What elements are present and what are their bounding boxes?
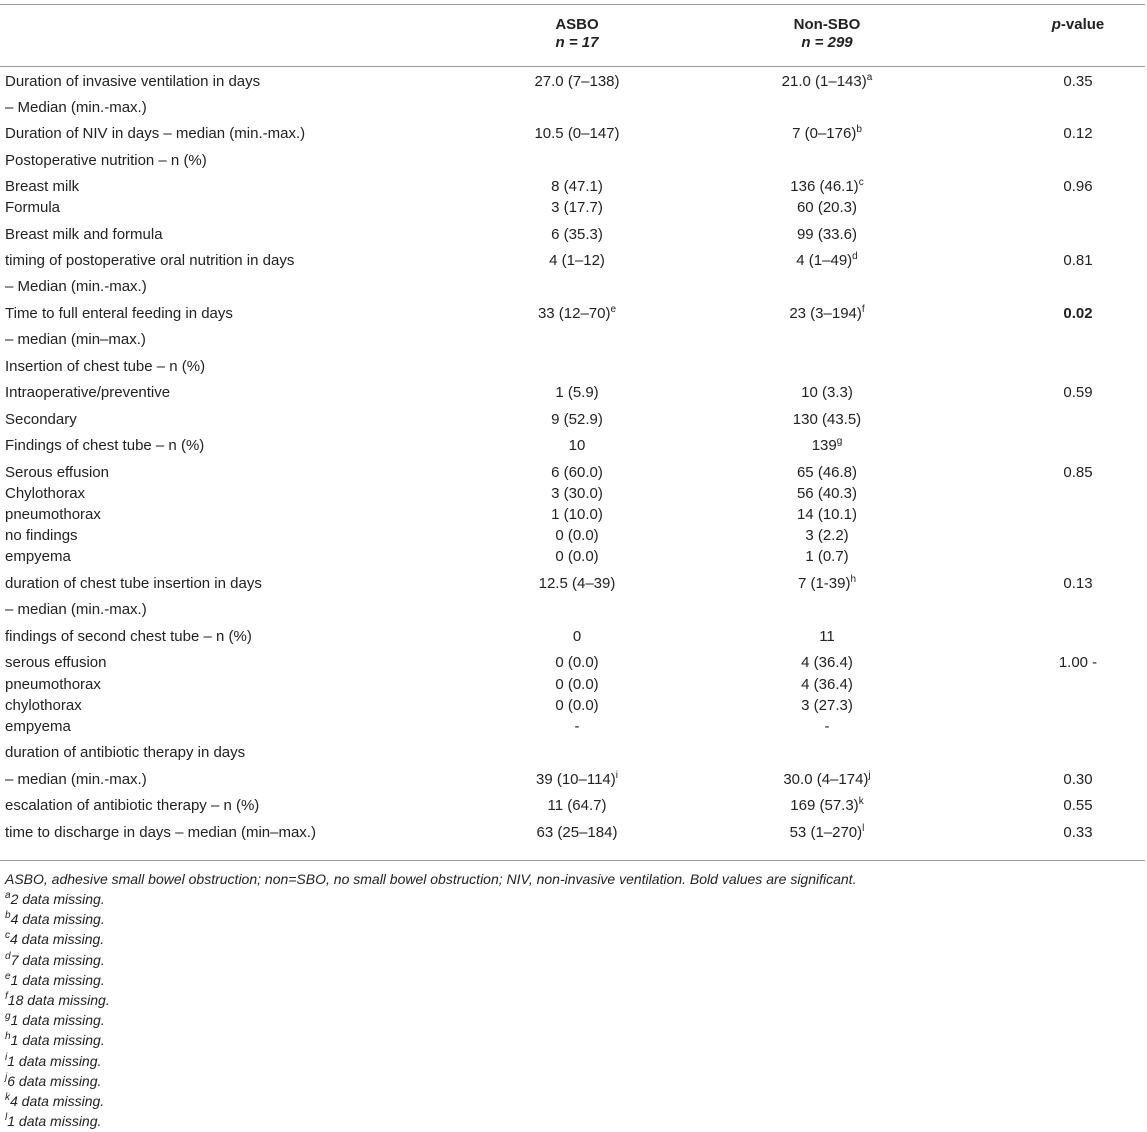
- header-nonsbo-label: Non-SBO: [793, 16, 861, 33]
- footnote-marker: i: [615, 770, 619, 781]
- row-label: no findings: [5, 527, 78, 544]
- asbo-value: 11 (64.7): [547, 797, 607, 814]
- asbo-value: 6 (60.0): [551, 464, 603, 481]
- asbo-value: 10: [568, 437, 586, 454]
- nonsbo-value: -: [824, 718, 830, 735]
- footnote-item: $^f$18 data missing.: [5, 991, 110, 1008]
- row-label: timing of postoperative oral nutrition in days: [5, 252, 295, 269]
- footnote-marker: k: [858, 796, 864, 807]
- asbo-value: 1 (5.9): [555, 384, 599, 401]
- footnote-item: $^k$4 data missing.: [5, 1092, 105, 1109]
- row-label: Duration of invasive ventilation in days: [5, 73, 261, 90]
- p-value: 0.81: [1063, 252, 1093, 269]
- p-value: 0.33: [1063, 824, 1093, 841]
- asbo-value: 0 (0.0): [555, 548, 599, 565]
- footnote-marker: g: [836, 436, 843, 447]
- nonsbo-value: 136 $(46.1)^c$: [790, 177, 864, 195]
- nonsbo-value: 65 (46.8): [796, 464, 858, 481]
- row-label: – median (min.-max.): [5, 771, 147, 788]
- row-label: Insertion of chest tube – n (%): [5, 358, 206, 375]
- nonsbo-value: 56 (40.3): [796, 485, 858, 502]
- asbo-value: 63 (25–184): [536, 824, 618, 841]
- row-label: – median (min–max.): [5, 331, 146, 348]
- row-label: duration of chest tube insertion in days: [5, 575, 262, 592]
- row-label: chylothorax: [5, 697, 82, 714]
- asbo-value: 6 (35.3): [551, 226, 603, 243]
- row-label: – Median (min.-max.): [5, 99, 147, 116]
- asbo-value: 0: [572, 628, 582, 645]
- header-asbo: [438, 16, 716, 52]
- row-label: findings of second chest tube – n (%): [5, 628, 252, 645]
- row-label: empyema: [5, 718, 71, 735]
- header-nonsbo: [688, 16, 966, 52]
- nonsbo-value: 169 $(57.3)^k$: [790, 796, 864, 814]
- nonsbo-value: 11: [819, 628, 835, 645]
- asbo-value: -: [574, 718, 580, 735]
- asbo-value: 0 (0.0): [555, 697, 599, 714]
- nonsbo-value: 99 (33.6): [796, 226, 858, 243]
- nonsbo-value: 23 $(3-194)^f$: [789, 304, 865, 322]
- row-label: Time to full enteral feeding in days: [5, 305, 233, 322]
- asbo-value: 39 $(10-114)^i$: [535, 770, 619, 788]
- nonsbo-value: 30.0 $(4-174)^j$: [783, 770, 871, 788]
- nonsbo-value: 4 $(1-49)^d$: [796, 251, 858, 269]
- row-label: Intraoperative/preventive: [5, 384, 171, 401]
- footnote-item: $^d$7 data missing.: [5, 950, 105, 968]
- asbo-value: 3 (17.7): [551, 199, 603, 216]
- row-label: duration of antibiotic therapy in days: [5, 744, 246, 761]
- footnote-marker: a: [866, 72, 873, 83]
- header-rule: [0, 66, 1145, 67]
- row-label: empyema: [5, 548, 71, 565]
- p-value: 0.02: [1063, 305, 1093, 322]
- nonsbo-value: 3 (27.3): [801, 697, 853, 714]
- p-value: 0.12: [1063, 125, 1093, 142]
- footnote-marker: j: [868, 770, 871, 781]
- asbo-value: 3 (30.0): [551, 485, 603, 502]
- header-pvalue-label: p-value: [1051, 16, 1105, 33]
- row-label: time to discharge in days – median (min–max.): [5, 824, 316, 841]
- row-label: Breast milk: [5, 178, 80, 195]
- footnote-marker: d: [852, 251, 858, 262]
- top-rule: [0, 4, 1145, 5]
- row-label: Breast milk and formula: [5, 226, 163, 243]
- footnote-marker: c: [858, 177, 864, 188]
- asbo-value: 4 (1–12): [549, 252, 605, 269]
- asbo-value: 0 (0.0): [555, 676, 599, 693]
- asbo-value: 12.5 (4–39): [538, 575, 616, 592]
- asbo-value: 10.5 (0–147): [534, 125, 620, 142]
- nonsbo-value: 1 (0.7): [805, 548, 849, 565]
- footnote-item: $^c$4 data missing.: [5, 930, 105, 948]
- asbo-value: 0 (0.0): [555, 527, 599, 544]
- footnote-item: $^l$1 data missing.: [5, 1112, 102, 1130]
- row-label: Secondary: [5, 411, 77, 428]
- row-label: Formula: [5, 199, 61, 216]
- p-value: 0.55: [1063, 797, 1093, 814]
- nonsbo-value: 53 $(1-270)^l$: [789, 823, 865, 841]
- header-asbo-label: ASBO: [555, 16, 599, 33]
- row-label: Duration of NIV in days – median (min.-max.): [5, 125, 306, 142]
- p-value: 0.13: [1063, 575, 1093, 592]
- footnote-marker: l: [862, 823, 865, 834]
- asbo-value: 8 (47.1): [551, 178, 603, 195]
- footnote-item: $^a$2 data missing.: [5, 890, 105, 907]
- nonsbo-value: 60 (20.3): [796, 199, 858, 216]
- nonsbo-value: 139$^g$: [811, 436, 843, 454]
- asbo-value: 33 $(12-70)^e$: [537, 304, 617, 322]
- header-nonsbo-n: n = 299: [801, 34, 853, 51]
- p-value: 0.96: [1063, 178, 1093, 195]
- row-label: serous effusion: [5, 654, 107, 671]
- header-pvalue: [1028, 16, 1128, 34]
- nonsbo-value: 7 $(0-176)^b$: [792, 124, 862, 142]
- row-label: pneumothorax: [5, 676, 101, 693]
- bottom-rule: [0, 860, 1145, 861]
- nonsbo-value: 130 (43.5): [792, 411, 862, 428]
- header-asbo-n: n = 17: [555, 34, 599, 51]
- nonsbo-value: 14 (10.1): [796, 506, 858, 523]
- row-label: – Median (min.-max.): [5, 278, 147, 295]
- row-label: Chylothorax: [5, 485, 86, 502]
- footnote-marker: e: [610, 304, 617, 315]
- footnote-marker: f: [861, 304, 865, 315]
- row-label: Serous effusion: [5, 464, 109, 481]
- footnote-item: $^e$1 data missing.: [5, 970, 105, 988]
- p-value: 0.30: [1063, 771, 1093, 788]
- row-label: pneumothorax: [5, 506, 101, 523]
- footnote-item: $^g$1 data missing.: [5, 1011, 105, 1029]
- nonsbo-value: 21.0 $(1-143)^a$: [781, 72, 873, 90]
- nonsbo-value: 3 (2.2): [805, 527, 849, 544]
- asbo-value: 0 (0.0): [555, 654, 599, 671]
- row-label: Findings of chest tube – n (%): [5, 437, 205, 454]
- footnote-main: ASBO, adhesive small bowel obstruction; non=SBO, no small bowel obstruction; NIV, non-invasive ventilation. Bold values are significant.: [5, 871, 857, 887]
- nonsbo-value: 7 $(1-39)^h$: [797, 574, 857, 592]
- footnote-marker: b: [856, 124, 862, 135]
- asbo-value: 9 (52.9): [551, 411, 603, 428]
- footnote-item: $^h$1 data missing.: [5, 1031, 105, 1049]
- row-label: escalation of antibiotic therapy – n (%): [5, 797, 260, 814]
- nonsbo-value: 4 (36.4): [801, 654, 853, 671]
- footnote-item: $^j$6 data missing.: [5, 1071, 102, 1089]
- p-value: 0.59: [1063, 384, 1093, 401]
- row-label: Postoperative nutrition – n (%): [5, 152, 207, 169]
- footnote-item: $^i$1 data missing.: [5, 1051, 102, 1069]
- p-value: 1.00 -: [1058, 654, 1098, 671]
- asbo-value: 27.0 (7–138): [534, 73, 620, 90]
- footnote-item: $^b$4 data missing.: [5, 910, 105, 928]
- p-value: 0.35: [1063, 73, 1093, 90]
- asbo-value: 1 (10.0): [551, 506, 603, 523]
- p-value: 0.85: [1063, 464, 1093, 481]
- nonsbo-value: 10 (3.3): [801, 384, 853, 401]
- footnote-marker: h: [850, 574, 857, 585]
- nonsbo-value: 4 (36.4): [801, 676, 853, 693]
- row-label: – median (min.-max.): [5, 601, 147, 618]
